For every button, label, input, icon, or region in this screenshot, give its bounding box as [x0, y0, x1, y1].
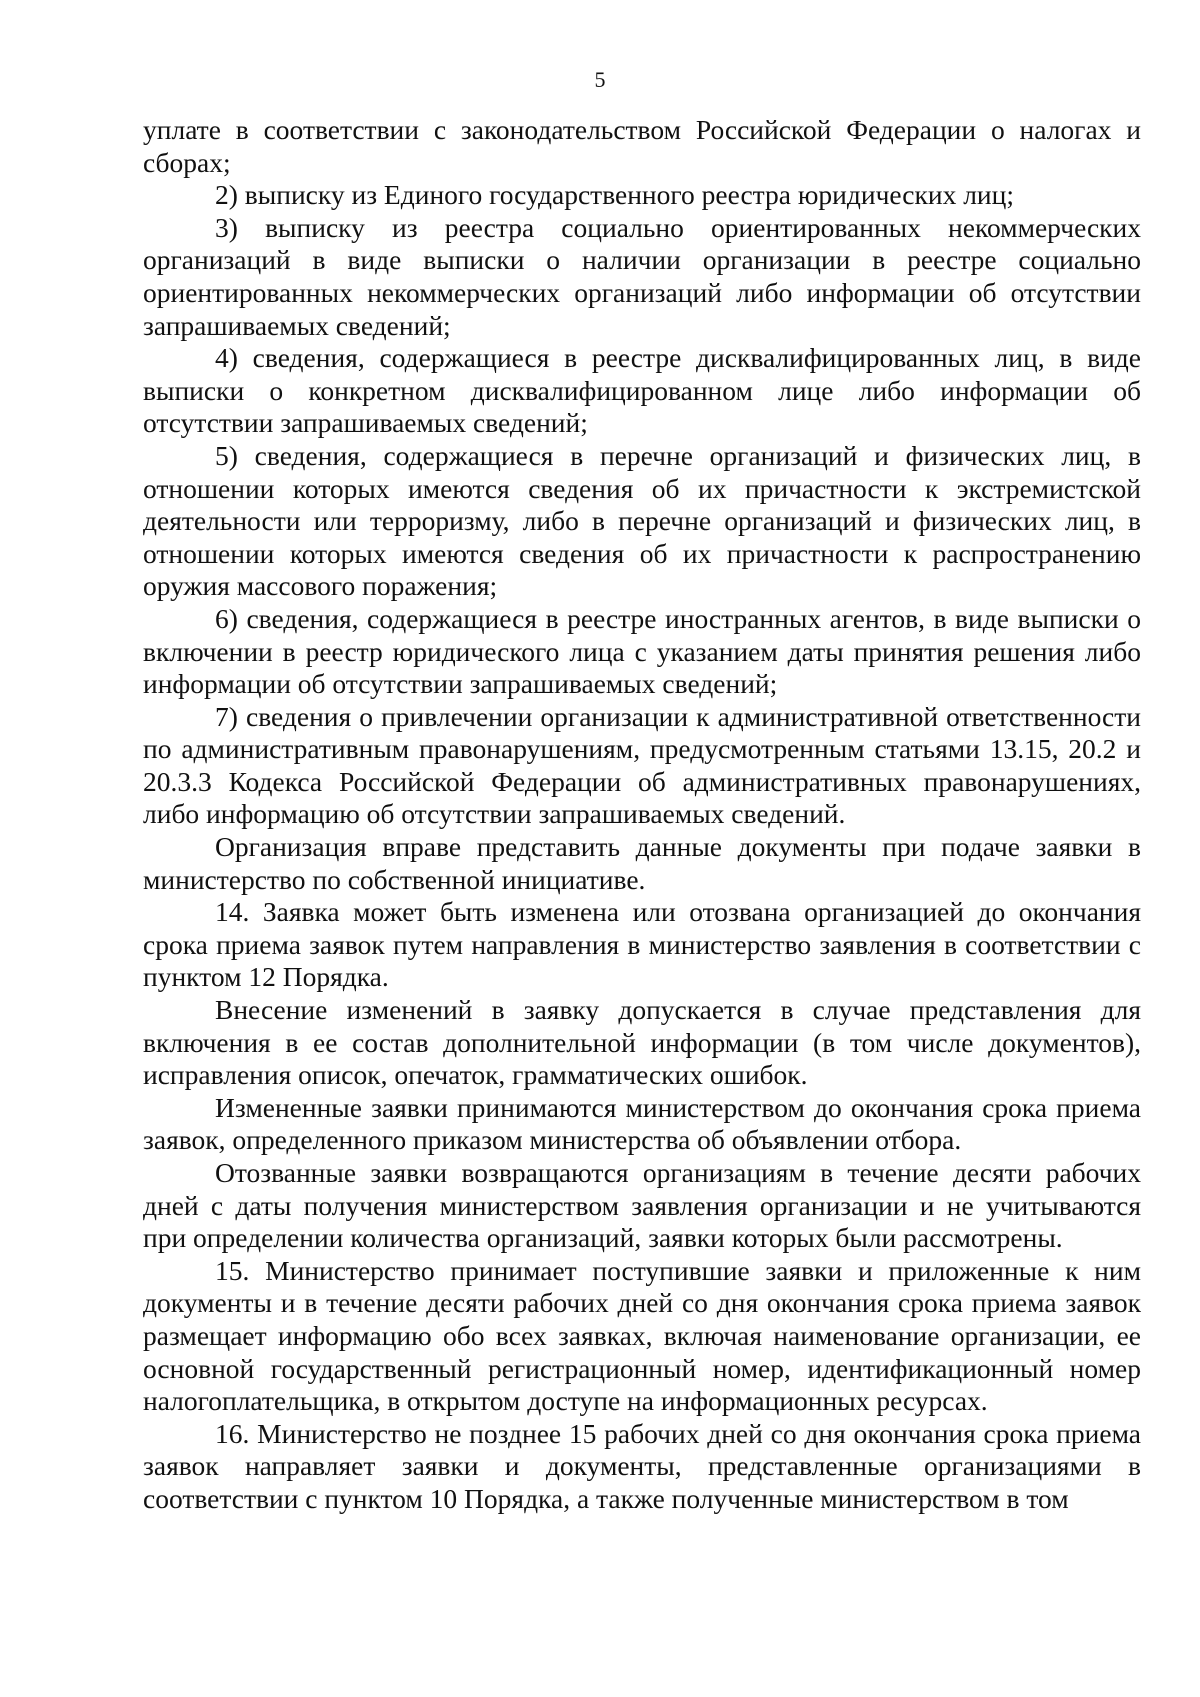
- list-item-2: 2) выписку из Единого государственного реестра юридических лиц;: [215, 179, 1015, 211]
- paragraph-withdrawn-applications: Отозванные заявки возвращаются организациям в течение десяти рабочих дней с даты получения министерством заявления организации и не учитываются при определении количества организаций, заявки которых были рассмотрены.: [143, 1157, 1141, 1254]
- page-number: 5: [594, 67, 606, 92]
- document-body: [143, 114, 1141, 1516]
- list-item-6: 6) сведения, содержащиеся в реестре иностранных агентов, в виде выписки о включении в реестр юридического лица с указанием даты принятия решения либо информации об отсутствии запрашиваемых сведений;: [143, 602, 1141, 700]
- list-item-4: 4) сведения, содержащиеся в реестре дисквалифицированных лиц, в виде выписки о конкретном дисквалифицированном лице либо информации об отсутствии запрашиваемых сведений;: [143, 342, 1141, 439]
- clause-14: 14. Заявка может быть изменена или отозвана организацией до окончания срока приема заявок путем направления в министерство заявления в соответствии с пунктом 12 Порядка.: [143, 896, 1141, 993]
- list-item-7: 7) сведения о привлечении организации к административной ответственности по административным правонарушениям, предусмотренным статьями 13.15, 20.2 и 20.3.3 Кодекса Российской Федерации об административных правонарушениях, либо информацию об отсутствии запрашиваемых сведений.: [143, 700, 1141, 830]
- paragraph-continuation: уплате в соответствии с законодательством Российской Федерации о налогах и сборах;: [143, 114, 1141, 178]
- paragraph-amendments: Внесение изменений в заявку допускается в случае представления для включения в ее состав дополнительной информации (в том числе документов), исправления описок, опечаток, грамматических ошибок.: [143, 994, 1141, 1091]
- clause-15: 15. Министерство принимает поступившие заявки и приложенные к ним документы и в течение десяти рабочих дней со дня окончания срока приема заявок размещает информацию обо всех заявках, включая наименование организации, ее основной государственный регистрационный номер, идентификационный номер налогоплательщика, в открытом доступе на информационных ресурсах.: [143, 1254, 1141, 1417]
- list-item-3: 3) выписку из реестра социально ориентированных некоммерческих организаций в виде выписки о наличии организации в реестре социально ориентированных некоммерческих организаций либо информации об отсутствии запрашиваемых сведений;: [143, 211, 1141, 341]
- list-item-5: 5) сведения, содержащиеся в перечне организаций и физических лиц, в отношении которых имеются сведения об их причастности к экстремистской деятельности или терроризму, либо в перечне организаций и физических лиц, в отношении которых имеются сведения об их причастности к распространению оружия массового поражения;: [143, 439, 1141, 602]
- paragraph-optional-documents: Организация вправе представить данные документы при подаче заявки в министерство по собственной инициативе.: [143, 831, 1141, 895]
- paragraph-modified-applications: Измененные заявки принимаются министерством до окончания срока приема заявок, определенного приказом министерства об объявлении отбора.: [143, 1091, 1141, 1156]
- clause-16: 16. Министерство не позднее 15 рабочих дней со дня окончания срока приема заявок направляет заявки и документы, представленные организациями в соответствии с пунктом 10 Порядка, а также полученные министерством в том: [143, 1417, 1141, 1514]
